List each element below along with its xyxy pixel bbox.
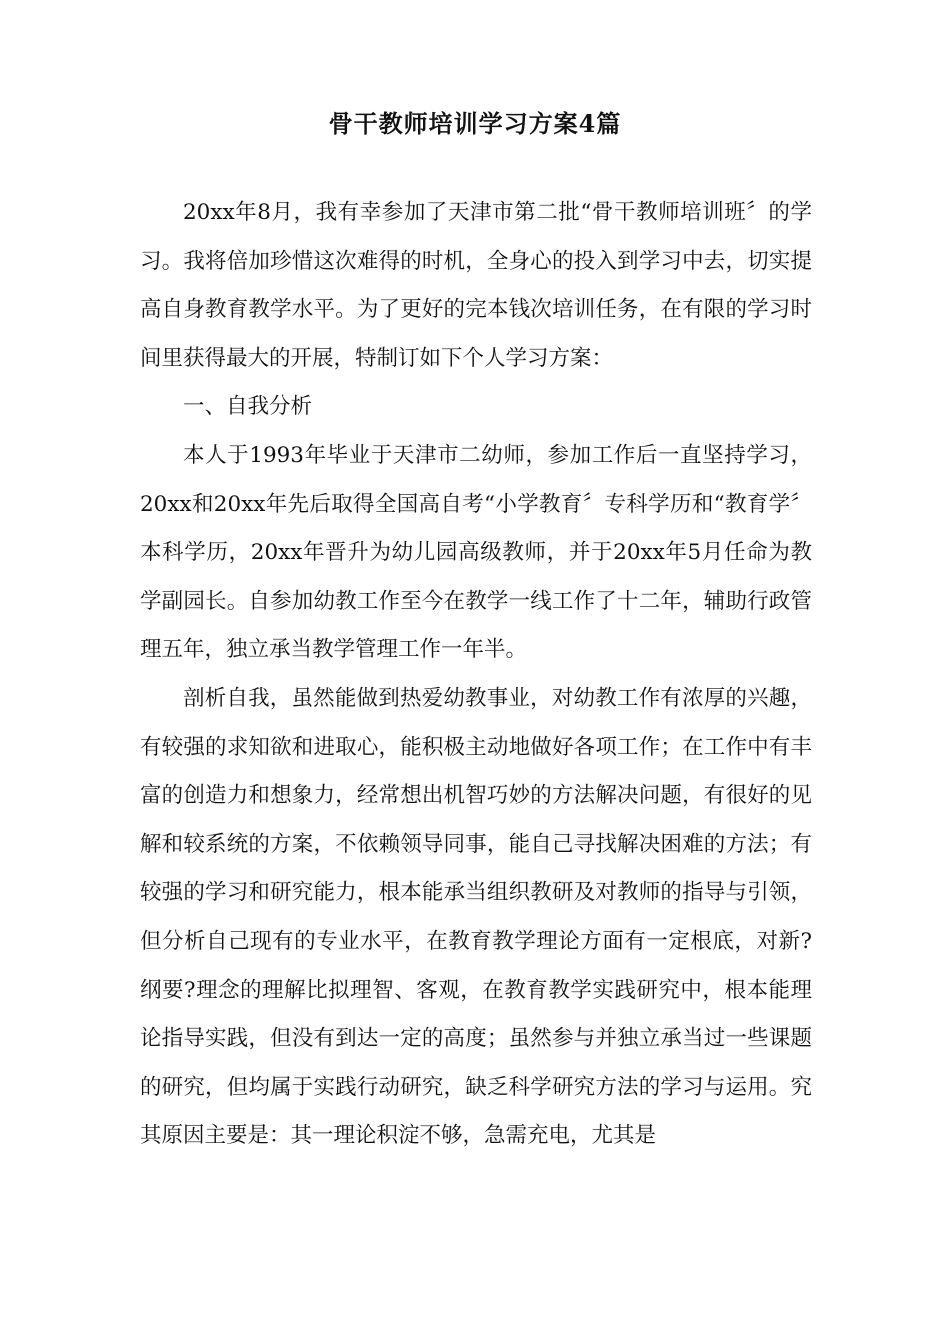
section-heading-self-analysis: 一、自我分析: [183, 394, 313, 420]
document-body: [140, 189, 812, 1161]
paragraph-intro: 20xx年8月，我有幸参加了天津市第二批“骨干教师培训班〞的学习。我将倍加珍惜这次难得的时机，全身心的投入到学习中去，切实提高自身教育教学水平。为了更好的完本钱次培训任务，在有限的学习时间里获得最大的开展，特制订如下个人学习方案：: [140, 200, 812, 371]
paragraph-background: 本人于1993年毕业于天津市二幼师，参加工作后一直坚持学习，20xx和20xx年先后取得全国高自考“小学教育〞专科学历和“教育学〞本科学历，20xx年晋升为幼儿园高级教师，并于20xx年5月任命为教学副园长。自参加幼教工作至今在教学一线工作了十二年，辅助行政管理五年，独立承当教学管理工作一年半。: [140, 442, 812, 663]
document-title: 骨干教师培训学习方案4篇: [328, 109, 622, 138]
paragraph-self-reflection: 剖析自我，虽然能做到热爱幼教事业，对幼教工作有浓厚的兴趣，有较强的求知欲和进取心，能积极主动地做好各项工作；在工作中有丰富的创造力和想象力，经常想出机智巧妙的方法解决问题，有很好的见解和较系统的方案，不依赖领导同事，能自己寻找解决困难的方法；有较强的学习和研究能力，根本能承当组织教研及对教师的指导与引领，但分析自己现有的专业水平，在教育教学理论方面有一定根底，对新?纲要?理念的理解比拟理智、客观，在教育教学实践研究中，根本能理论指导实践，但没有到达一定的高度；虽然参与并独立承当过一些课题的研究，但均属于实践行动研究，缺乏科学研究方法的学习与运用。究其原因主要是：其一理论积淀不够，急需充电，尤其是: [140, 685, 812, 1149]
